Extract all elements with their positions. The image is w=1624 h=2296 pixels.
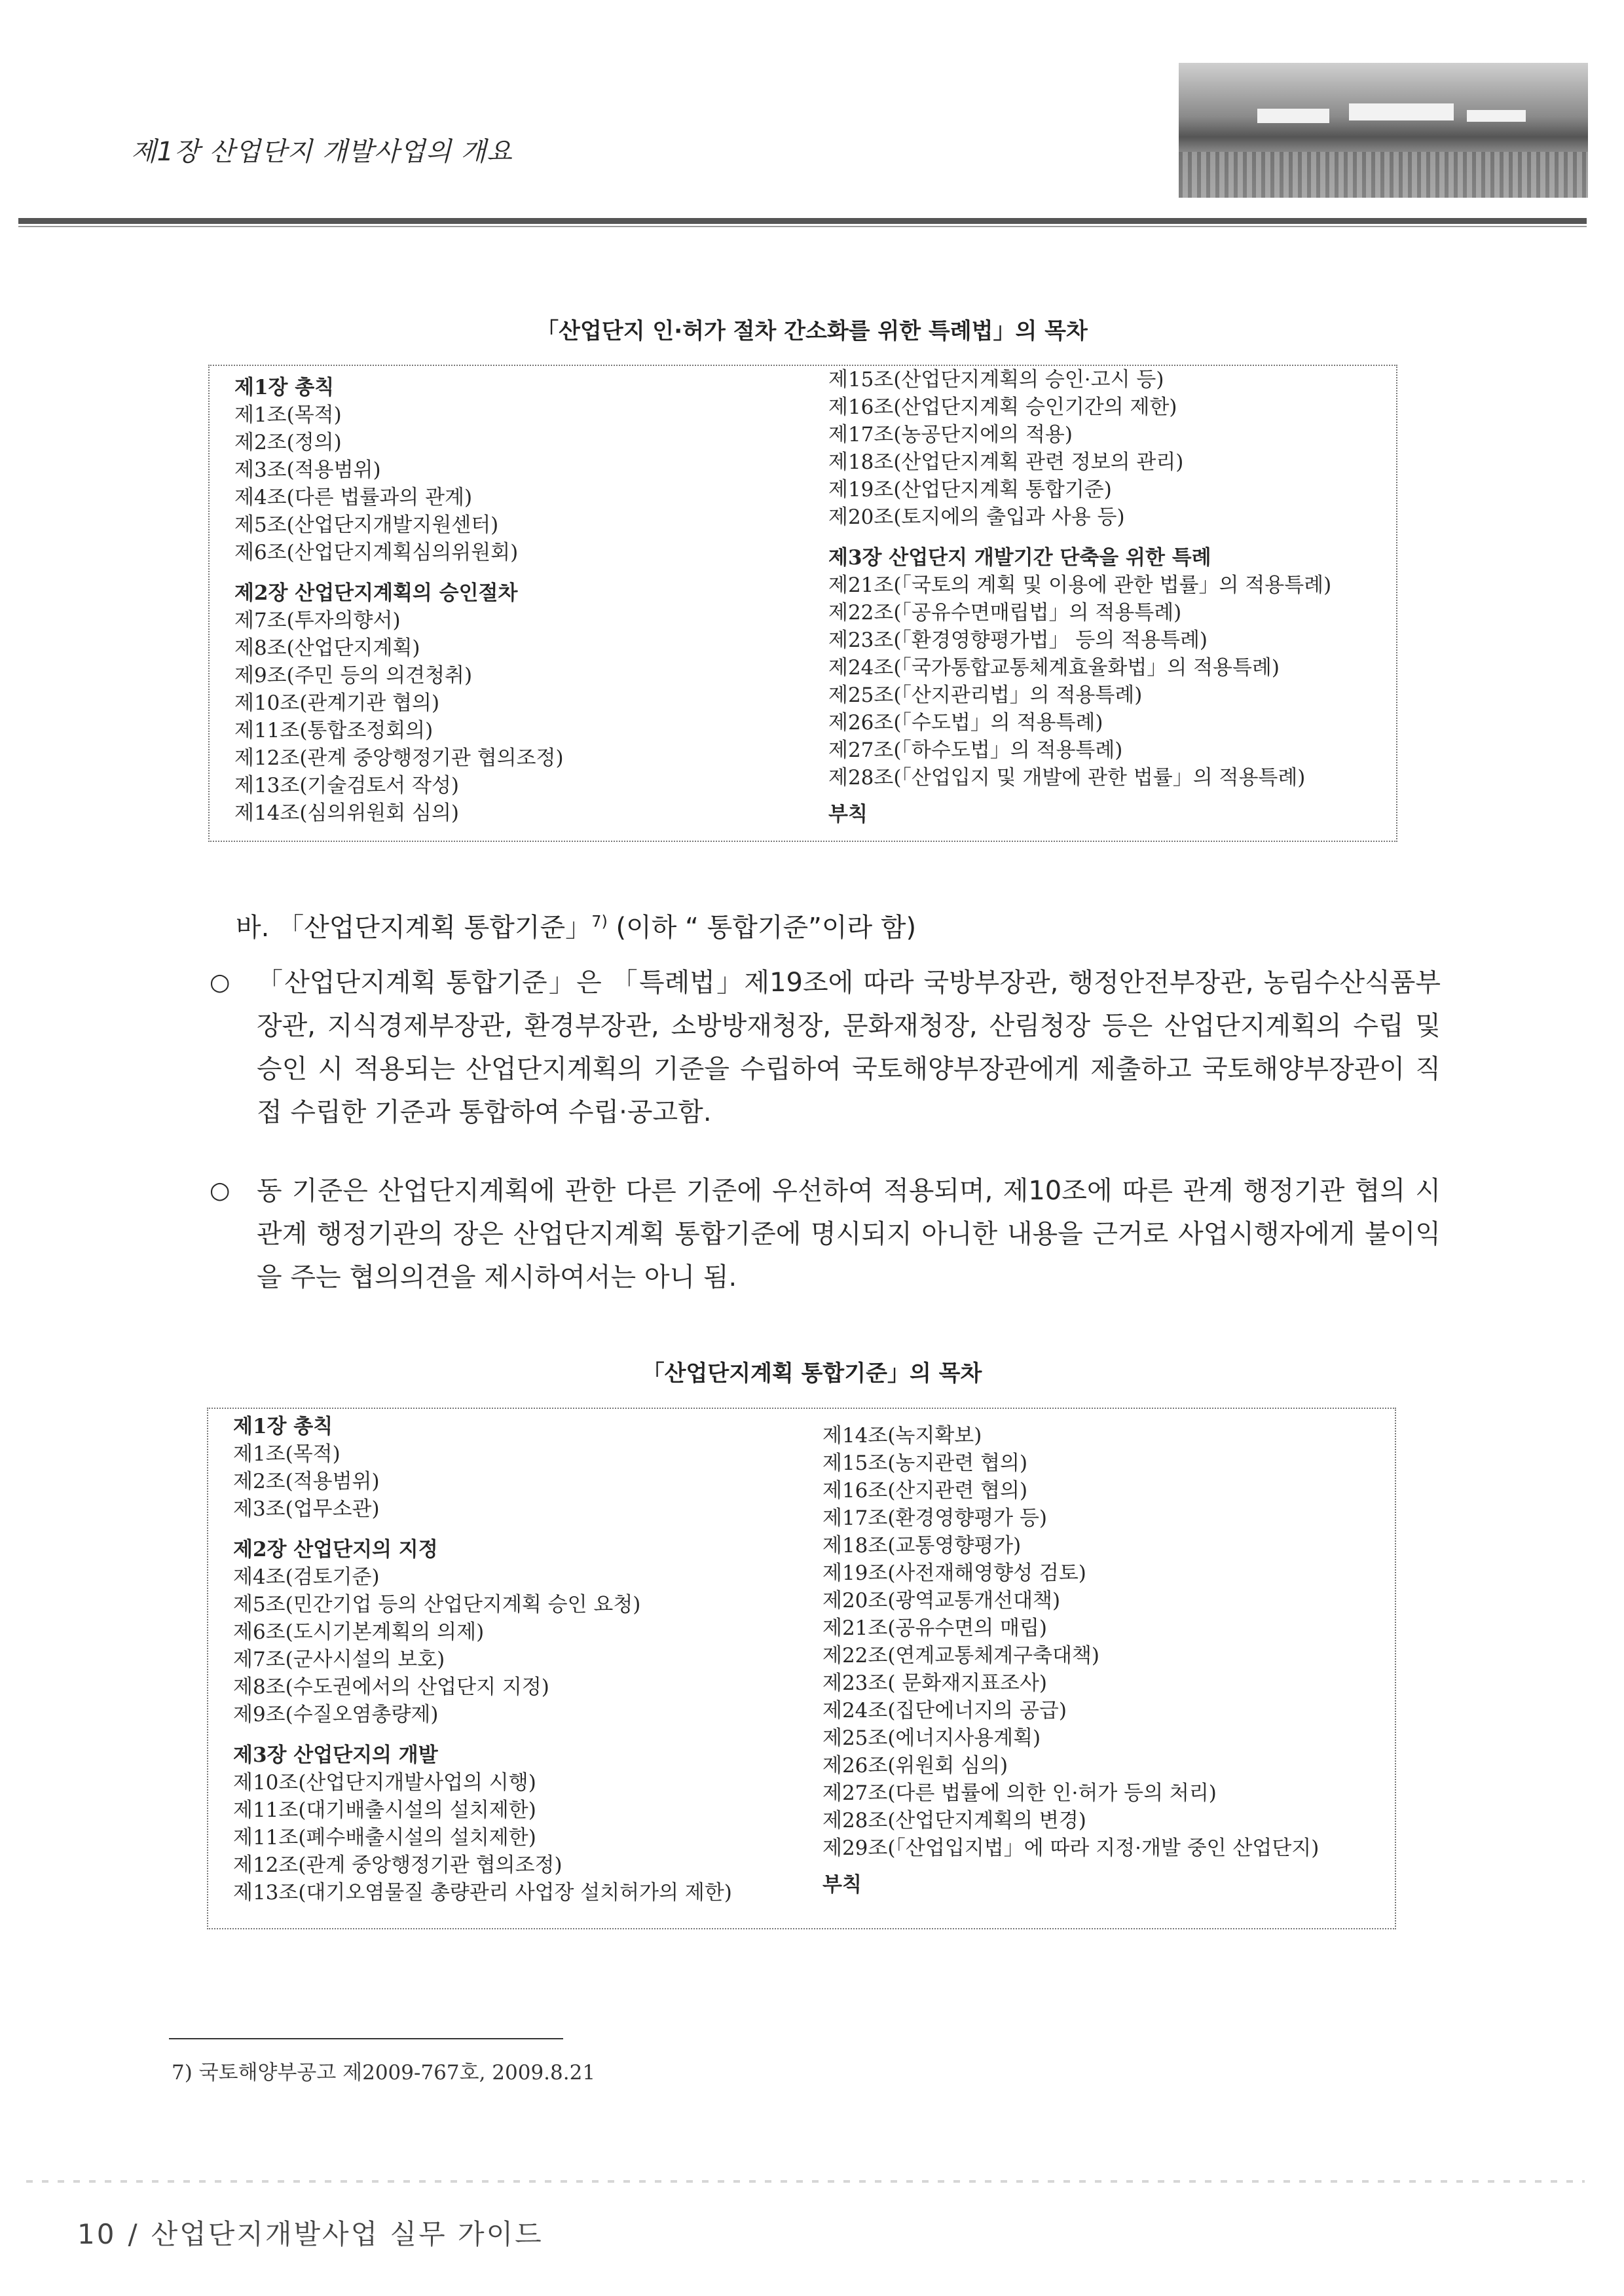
toc-chapter-heading: 제1장 총칙 [233,1415,333,1438]
toc-item: 제23조( 문화재지표조사) [822,1671,1048,1695]
toc-item: 제28조(산업단지계획의 변경) [822,1809,1086,1832]
page-footer [77,2213,544,2252]
toc2-box [207,1408,1396,1929]
chapter-header-title: 제1장 산업단지 개발사업의 개요 [131,137,513,167]
toc-item: 제19조(사전재해영향성 검토) [822,1561,1086,1585]
toc-chapter-heading: 제2장 산업단지의 지정 [233,1538,438,1561]
toc1-left-column [234,374,564,827]
footnote-rule [169,2038,563,2039]
toc-item: 제18조(교통영향평가) [822,1534,1022,1558]
toc-chapter-heading: 제3장 산업단지 개발기간 단축을 위한 특례 [828,546,1211,570]
toc2-title: 「산업단지계획 통합기준」의 목차 [642,1360,982,1387]
toc-item: 제9조(주민 등의 의견청취) [234,664,473,687]
toc-item: 제20조(광역교통개선대책) [822,1589,1061,1613]
toc-item: 제10조(산업단지개발사업의 시행) [233,1771,536,1795]
toc-item: 제7조(투자의향서) [234,609,401,632]
toc-item: 제5조(민간기업 등의 산업단지계획 승인 요청) [233,1593,641,1616]
toc-chapter-heading: 제3장 산업단지의 개발 [233,1743,438,1767]
header-rule-thin [18,226,1587,227]
toc-item: 제19조(산업단지계획 통합기준) [828,478,1112,501]
toc-item: 제24조(「국가통합교통체계효율화법」의 적용특례) [828,656,1280,680]
toc-item: 제6조(도시기본계획의 의제) [233,1620,485,1644]
page-number: 10 [77,2218,117,2250]
toc2-left-column [233,1413,732,1906]
paragraph-2 [210,1169,1441,1299]
header-rule [18,218,1587,224]
toc-chapter-heading: 제2장 산업단지계획의 승인절차 [234,581,518,605]
toc-item: 제22조(「공유수면매립법」의 적용특례) [828,601,1182,625]
toc-item: 제22조(연계교통체계구축대책) [822,1644,1099,1667]
footnote: 7) 국토해양부공고 제2009-767호, 2009.8.21 [172,2061,596,2085]
toc1-title: 「산업단지 인·허가 절차 간소화를 위한 특례법」의 목차 [536,318,1088,344]
paragraph-2-text: 동 기준은 산업단지계획에 관한 다른 기준에 우선하여 적용되며, 제10조에 따른 관계 행정기관 협의 시 관계 행정기관의 장은 산업단지계획 통합기준에 명시되지 아니한 내용을 근거로 사업시행자에게 불이익을 주는 협의의견을 제시하여서는 아니 됨. [257,1176,1441,1292]
toc-item: 제25조(「산지관리법」의 적용특례) [828,683,1143,707]
toc-item: 제1조(목적) [233,1442,341,1466]
toc-item: 제15조(농지관련 협의) [822,1451,1028,1475]
footnote-mark: 7) [591,912,608,931]
toc-item: 제12조(관계 중앙행정기관 협의조정) [234,746,564,770]
bullet-circle: ○ [210,969,231,996]
toc-item: 제26조(위원회 심의) [822,1754,1008,1777]
toc-item: 제27조(다른 법률에 의한 인·허가 등의 처리) [822,1781,1217,1805]
toc-item: 제4조(검토기준) [233,1565,380,1589]
toc-item: 제17조(환경영향평가 등) [822,1506,1048,1530]
toc-item: 제3조(적용범위) [234,458,381,482]
toc-item: 제7조(군사시설의 보호) [233,1648,445,1671]
toc-item: 제20조(토지에의 출입과 사용 등) [828,505,1125,529]
toc-item: 제21조(「국토의 계획 및 이용에 관한 법률」의 적용특례) [828,574,1332,597]
toc-item: 제10조(관계기관 협의) [234,691,440,715]
toc-item: 제5조(산업단지개발지원센터) [234,513,499,537]
header-photo [1179,63,1588,198]
toc-item: 제16조(산지관련 협의) [822,1479,1028,1503]
paragraph-1-text: 「산업단지계획 통합기준」은 「특례법」제19조에 따라 국방부장관, 행정안전부장관, 농림수산식품부장관, 지식경제부장관, 환경부장관, 소방방재청장, 문화재청장, 산림청장 등은 산업단지계획의 수립 및 승인 시 적용되는 산업단지계획의 기준을 수립하여 국토해양부장관에게 제출하고 국토해양부장관이 직접 수립한 기준과 통합하여 수립·공고함. [257,968,1441,1127]
toc-item: 제12조(관계 중앙행정기관 협의조정) [233,1853,563,1877]
toc-item: 제29조(「산업입지법」에 따라 지정·개발 중인 산업단지) [822,1836,1320,1860]
toc-item: 제13조(기술검토서 작성) [234,774,460,797]
toc-item: 제18조(산업단지계획 관련 정보의 관리) [828,450,1184,474]
toc-item: 제17조(농공단지에의 적용) [828,423,1073,446]
toc-item: 제11조(대기배출시설의 설치제한) [233,1798,536,1822]
toc-item: 제6조(산업단지계획심의위원회) [234,541,519,564]
toc-item: 제27조(「하수도법」의 적용특례) [828,738,1123,762]
toc-item: 제23조(「환경영향평가법」 등의 적용특례) [828,629,1208,652]
toc-item: 제28조(「산업입지 및 개발에 관한 법률」의 적용특례) [828,766,1306,790]
toc-item: 제9조(수질오염총량제) [233,1703,439,1726]
toc1-right-column [828,366,1331,828]
section-heading [236,907,916,944]
toc-supplementary: 부칙 [822,1873,862,1897]
toc-item: 제3조(업무소관) [233,1497,380,1521]
toc1-box [208,365,1397,842]
book-title: 산업단지개발사업 실무 가이드 [151,2218,544,2250]
toc-item: 제8조(수도권에서의 산업단지 지정) [233,1675,549,1699]
toc-item: 제11조(통합조정회의) [234,719,434,742]
scan-noise-line [26,2180,1585,2183]
toc-item: 제4조(다른 법률과의 관계) [234,486,473,509]
toc-item: 제14조(녹지확보) [822,1424,982,1448]
toc-item: 제2조(정의) [234,431,342,454]
toc-item: 제2조(적용범위) [233,1470,380,1493]
section-heading-text: 바. 「산업단지계획 통합기준」 [236,913,592,943]
toc-item: 제16조(산업단지계획 승인기간의 제한) [828,395,1177,419]
toc-item: 제8조(산업단지계획) [234,636,420,660]
toc2-right-column [822,1422,1319,1899]
toc-item: 제24조(집단에너지의 공급) [822,1699,1067,1722]
toc-item: 제15조(산업단지계획의 승인·고시 등) [828,368,1164,392]
bullet-circle: ○ [210,1177,231,1204]
toc-supplementary: 부칙 [828,803,868,826]
toc-chapter-heading: 제1장 총칙 [234,376,335,399]
toc-item: 제11조(폐수배출시설의 설치제한) [233,1826,536,1850]
paragraph-1 [210,961,1441,1134]
footer-separator: / [128,2218,139,2250]
section-heading-tail: (이하 “ 통합기준”이라 함) [607,913,917,943]
toc-item: 제13조(대기오염물질 총량관리 사업장 설치허가의 제한) [233,1881,732,1904]
toc-item: 제1조(목적) [234,403,342,427]
toc-item: 제21조(공유수면의 매립) [822,1616,1048,1640]
toc-item: 제25조(에너지사용계획) [822,1726,1041,1750]
toc-item: 제14조(심의위원회 심의) [234,801,460,825]
toc-item: 제26조(「수도법」의 적용특례) [828,711,1103,735]
